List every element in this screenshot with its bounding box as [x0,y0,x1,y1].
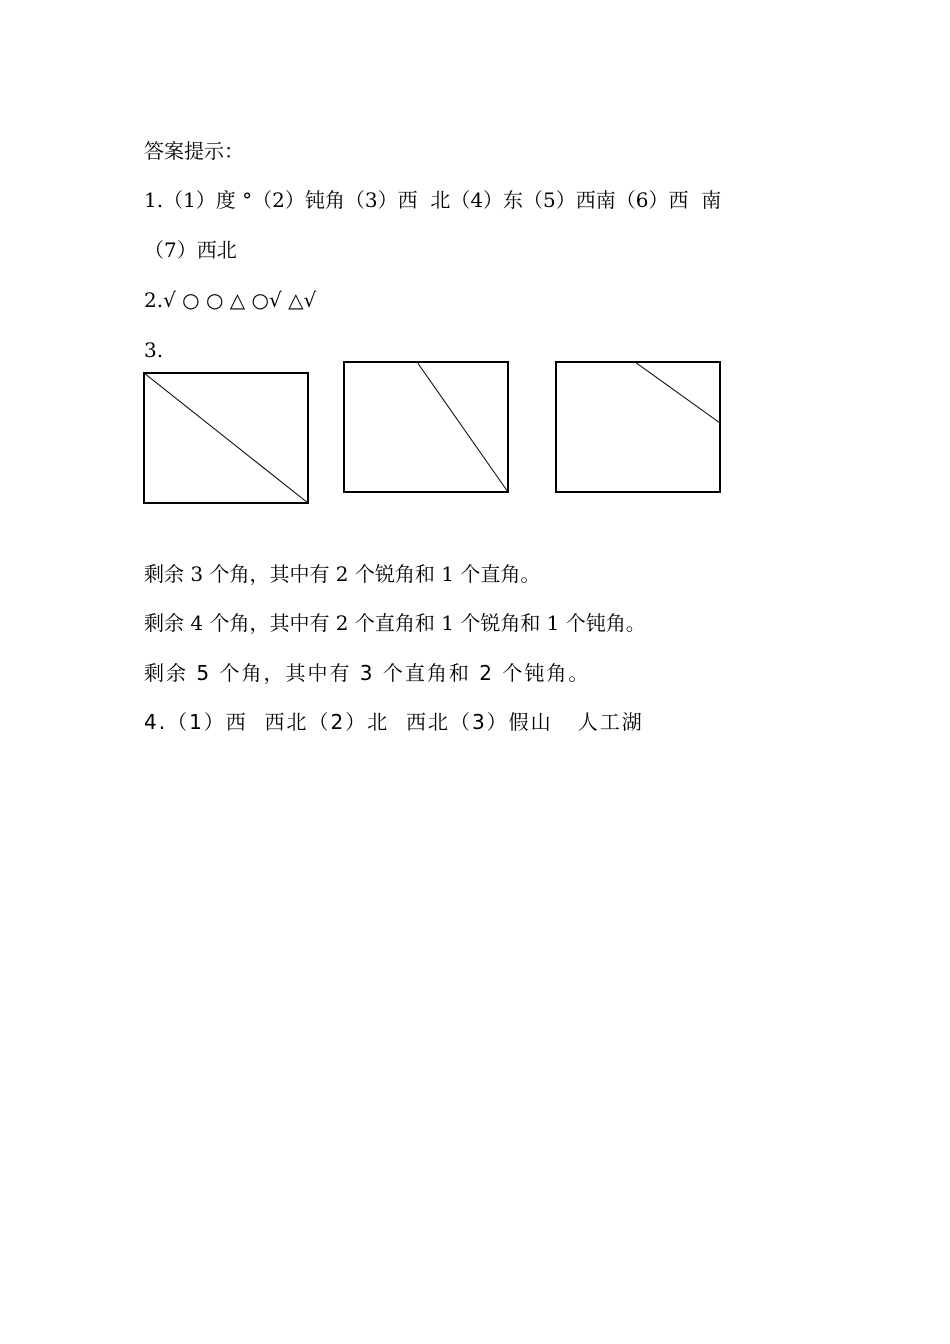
heading: 答案提示： [144,139,244,163]
answer-1-line-2: （7）西北 [144,238,237,262]
remaining-angles-1: 剩余 3 个角，其中有 2 个锐角和 1 个直角。 [144,562,541,586]
rectangle-cut-figure-2 [343,361,509,493]
answer-3-label: 3. [144,338,164,362]
rectangle-cut-figure-1 [143,372,309,504]
answer-4: 4.（1）西 西北（2）北 西北（3）假山 人工湖 [144,710,644,734]
rectangle-outline [344,362,508,492]
remaining-angles-3: 剩余 5 个角，其中有 3 个直角和 2 个钝角。 [144,661,591,685]
cut-line [635,362,720,423]
rectangle-cut-figure-3 [555,361,721,493]
answer-1-line-1: 1.（1）度 °（2）钝角（3）西 北（4）东（5）西南（6）西 南 [144,188,722,212]
cut-line [144,373,308,503]
rectangle-outline [556,362,720,492]
cut-line [417,362,508,492]
remaining-angles-2: 剩余 4 个角，其中有 2 个直角和 1 个锐角和 1 个钝角。 [144,611,646,635]
answer-2: 2.√ ○ ○ △ ○√ △√ [144,288,317,312]
